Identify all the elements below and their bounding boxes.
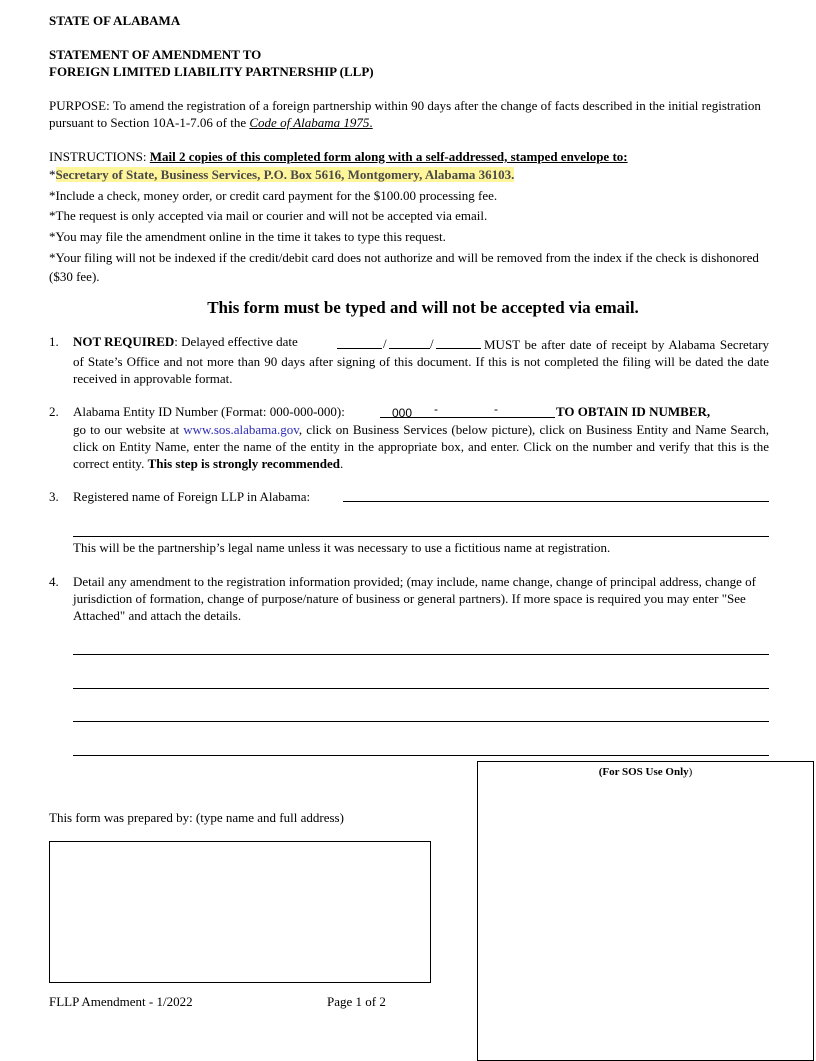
strongly-recommended: This step is strongly recommended: [147, 456, 340, 471]
registered-name-field[interactable]: [343, 501, 769, 502]
entity-id-label: Alabama Entity ID Number (Format: 000-000-000):: [73, 404, 345, 419]
date-slash-1: /: [383, 336, 387, 351]
amendment-detail-instructions: Detail any amendment to the registration information provided; (may include, name change, change of principal address, change of jurisdiction of formation, change of purpose/nature of business or general partners). If more space is required you may enter "See Attached" and attach the details.: [73, 574, 756, 623]
sos-label-text: (For SOS Use Only: [598, 766, 689, 778]
registered-name-label: Registered name of Foreign LLP in Alabama:: [73, 489, 311, 504]
footer-page-number: Page 1 of 2: [327, 994, 386, 1009]
entity-id-field[interactable]: [380, 404, 555, 419]
amendment-detail-line-2[interactable]: [73, 688, 769, 689]
item2-period: .: [339, 456, 344, 471]
instructions-heading: [49, 148, 789, 165]
purpose-text: PURPOSE: To amend the registration of a foreign partnership within 90 days after the change of facts described in the initial registration pursuant to Section 10A-1-7.06 of the: [49, 98, 761, 130]
registered-name-field-line2[interactable]: [73, 536, 769, 537]
form-title-line1: STATEMENT OF AMENDMENT TO: [49, 47, 262, 62]
amendment-detail-line-3[interactable]: [73, 721, 769, 722]
typed-form-notice: This form must be typed and will not be accepted via email.: [207, 298, 639, 317]
purpose-end: .: [369, 115, 373, 130]
instructions-label: INSTRUCTIONS:: [49, 149, 150, 164]
sos-use-only-box: [477, 761, 814, 1061]
amendment-detail-line-1[interactable]: [73, 654, 769, 655]
item1-number: 1.: [49, 334, 59, 349]
website-intro: go to our website at: [73, 422, 184, 437]
prepared-by-label: This form was prepared by: (type name and full address): [49, 810, 344, 825]
date-slash-2: /: [430, 336, 434, 351]
obtain-id-heading: TO OBTAIN ID NUMBER,: [556, 404, 711, 419]
entity-id-dash-1: -: [434, 402, 438, 416]
mailing-address: Secretary of State, Business Services, P.O. Box 5616, Montgomery, Alabama 36103.: [55, 167, 515, 182]
delayed-date-label: : Delayed effective date: [174, 334, 298, 349]
sos-website-link[interactable]: www.sos.alabama.gov: [183, 422, 299, 437]
item2-instructions: [73, 421, 769, 472]
purpose-paragraph: [49, 97, 769, 131]
item4-number: 4.: [49, 574, 59, 589]
entity-id-dash-2: -: [494, 402, 498, 416]
form-title-line2: FOREIGN LIMITED LIABILITY PARTNERSHIP (LLP): [49, 64, 374, 79]
mail-instructions: Mail 2 copies of this completed form along with a self-addressed, stamped envelope to:: [149, 149, 628, 164]
code-of-alabama-reference: Code of Alabama 1975: [249, 115, 370, 130]
instruction-item-online: *You may file the amendment online in the time it takes to type this request.: [49, 229, 446, 244]
instruction-item-mail-only: *The request is only accepted via mail or courier and will not be accepted via email.: [49, 208, 488, 223]
footer-form-id: FLLP Amendment - 1/2022: [49, 994, 193, 1009]
sos-use-only-label: [478, 765, 813, 779]
search-steps: , click on Business Services (below picture), click on Business Entity and Name Search, click on Entity Name, enter the name of the entity in the appropriate box, and enter. Click on the number and verify that this is the correct entity.: [73, 422, 769, 471]
instruction-item-fee: *Include a check, money order, or credit card payment for the $100.00 processing fee.: [49, 188, 498, 203]
item1-text: MUST be after date of receipt by Alabama Secretary of State’s Office and not more than 90 days after signing of this document. If this is not completed the filing will be dated the date received in approvable format.: [73, 337, 769, 386]
registered-name-note: This will be the partnership’s legal name unless it was necessary to use a fictitious name at registration.: [73, 540, 611, 555]
sos-label-paren: ): [688, 766, 693, 778]
not-required-label: NOT REQUIRED: [73, 334, 175, 349]
instruction-item-indexing: *Your filing will not be indexed if the credit/debit card does not authorize and will be removed from the index if the check is dishonored ($30 fee).: [49, 250, 759, 284]
mailing-address-line: [49, 166, 514, 183]
address-star: *: [49, 167, 56, 182]
prepared-by-field[interactable]: [49, 841, 431, 983]
entity-id-prefix: 000: [392, 406, 413, 420]
state-heading: STATE OF ALABAMA: [49, 13, 181, 28]
item2-number: 2.: [49, 404, 59, 419]
amendment-detail-line-4[interactable]: [73, 755, 769, 756]
item3-number: 3.: [49, 489, 59, 504]
